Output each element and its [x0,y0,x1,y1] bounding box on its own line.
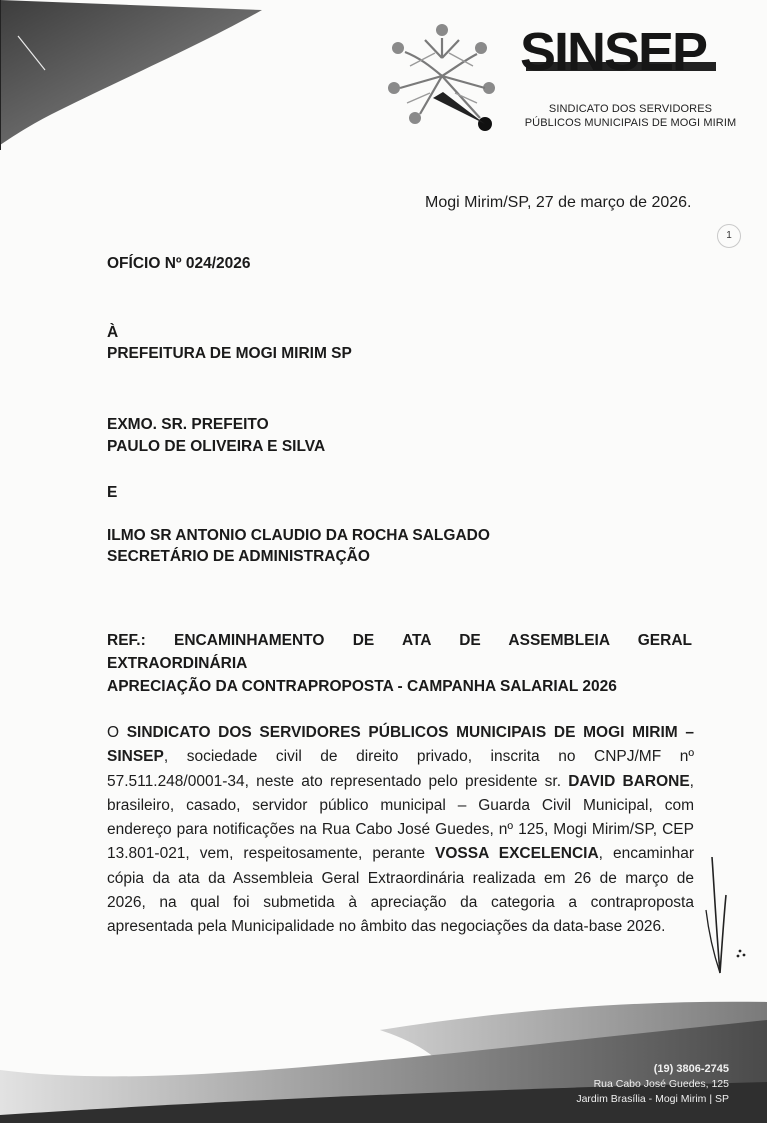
body-text-run: , encaminhar [598,845,695,863]
oficio-number: OFÍCIO Nº 024/2026 [107,255,251,272]
footer-phone: (19) 3806-2745 [653,1063,729,1075]
brand-subtitle-line2: PÚBLICOS MUNICIPAIS DE MOGI MIRIM [524,117,737,129]
body-text-run: 13.801-021, vem, respeitosamente, perante [107,845,435,863]
reference-line1: REF.: ENCAMINHAMENTO DE ATA DE ASSEMBLEIA GERAL EXTRAORDINÁRIA [107,632,692,672]
recipient-prefix: À [107,324,119,341]
body-text-run: 57.511.248/0001-34, neste ato representado pelo presidente sr. [107,772,569,790]
body-line: apresentada pela Municipalidade no âmbito das negociações da data-base 2026. [107,918,666,936]
reference-line2: APRECIAÇÃO DA CONTRAPROPOSTA - CAMPANHA SALARIAL 2026 [107,678,617,695]
recipient-conjunction: E [107,484,118,501]
body-line: brasileiro, casado, servidor público municipal – Guarda Civil Municipal, com [107,796,694,814]
people-circle-logo-icon [385,18,500,136]
body-text-run: O [107,724,127,741]
page-number: 1 [717,224,741,248]
recipient-prefeitura: PREFEITURA DE MOGI MIRIM SP [107,345,352,362]
body-line [107,721,694,745]
body-text-run: , [689,772,694,790]
svg-text:SINSEP: SINSEP [520,22,707,82]
body-bold-run: DAVID BARONE [568,772,690,790]
body-line [107,745,694,769]
body-text-run: , sociedade civil de direito privado, inscrita no CNPJ/MF nº [163,748,694,766]
brand-wordmark [518,18,728,88]
handwritten-initials [700,855,755,985]
recipient-secretary-name: ILMO SR ANTONIO CLAUDIO DA ROCHA SALGADO [107,527,490,544]
body-bold-run: VOSSA EXCELENCIA [435,845,599,863]
body-line [107,842,694,866]
brand-subtitle [518,102,743,130]
body-bold-run: SINDICATO DOS SERVIDORES PÚBLICOS MUNICIPAIS DE MOGI MIRIM – [126,724,694,741]
date-line: Mogi Mirim/SP, 27 de março de 2026. [425,194,692,211]
footer-address-street: Rua Cabo José Guedes, 125 [593,1078,729,1090]
recipient-title: EXMO. SR. PREFEITO [107,416,269,433]
reference-subject [107,629,692,698]
footer-contact [576,1062,729,1107]
corner-decoration [0,0,270,150]
body-bold-run: SINSEP [107,748,164,766]
body-line: 2026, na qual foi submetida à apreciação da categoria a contraproposta [107,894,694,912]
body-paragraph [107,721,694,940]
body-line [107,770,694,794]
recipient-mayor-name: PAULO DE OLIVEIRA E SILVA [107,438,326,455]
recipient-secretary-title: SECRETÁRIO DE ADMINISTRAÇÃO [107,548,370,565]
brand-subtitle-line1: SINDICATO DOS SERVIDORES [548,103,713,115]
body-line: endereço para notificações na Rua Cabo José Guedes, nº 125, Mogi Mirim/SP, CEP [107,821,694,839]
body-line: cópia da ata da Assembleia Geral Extraordinária realizada em 26 de março de [107,869,694,887]
footer-address-city: Jardim Brasília - Mogi Mirim | SP [576,1093,729,1105]
